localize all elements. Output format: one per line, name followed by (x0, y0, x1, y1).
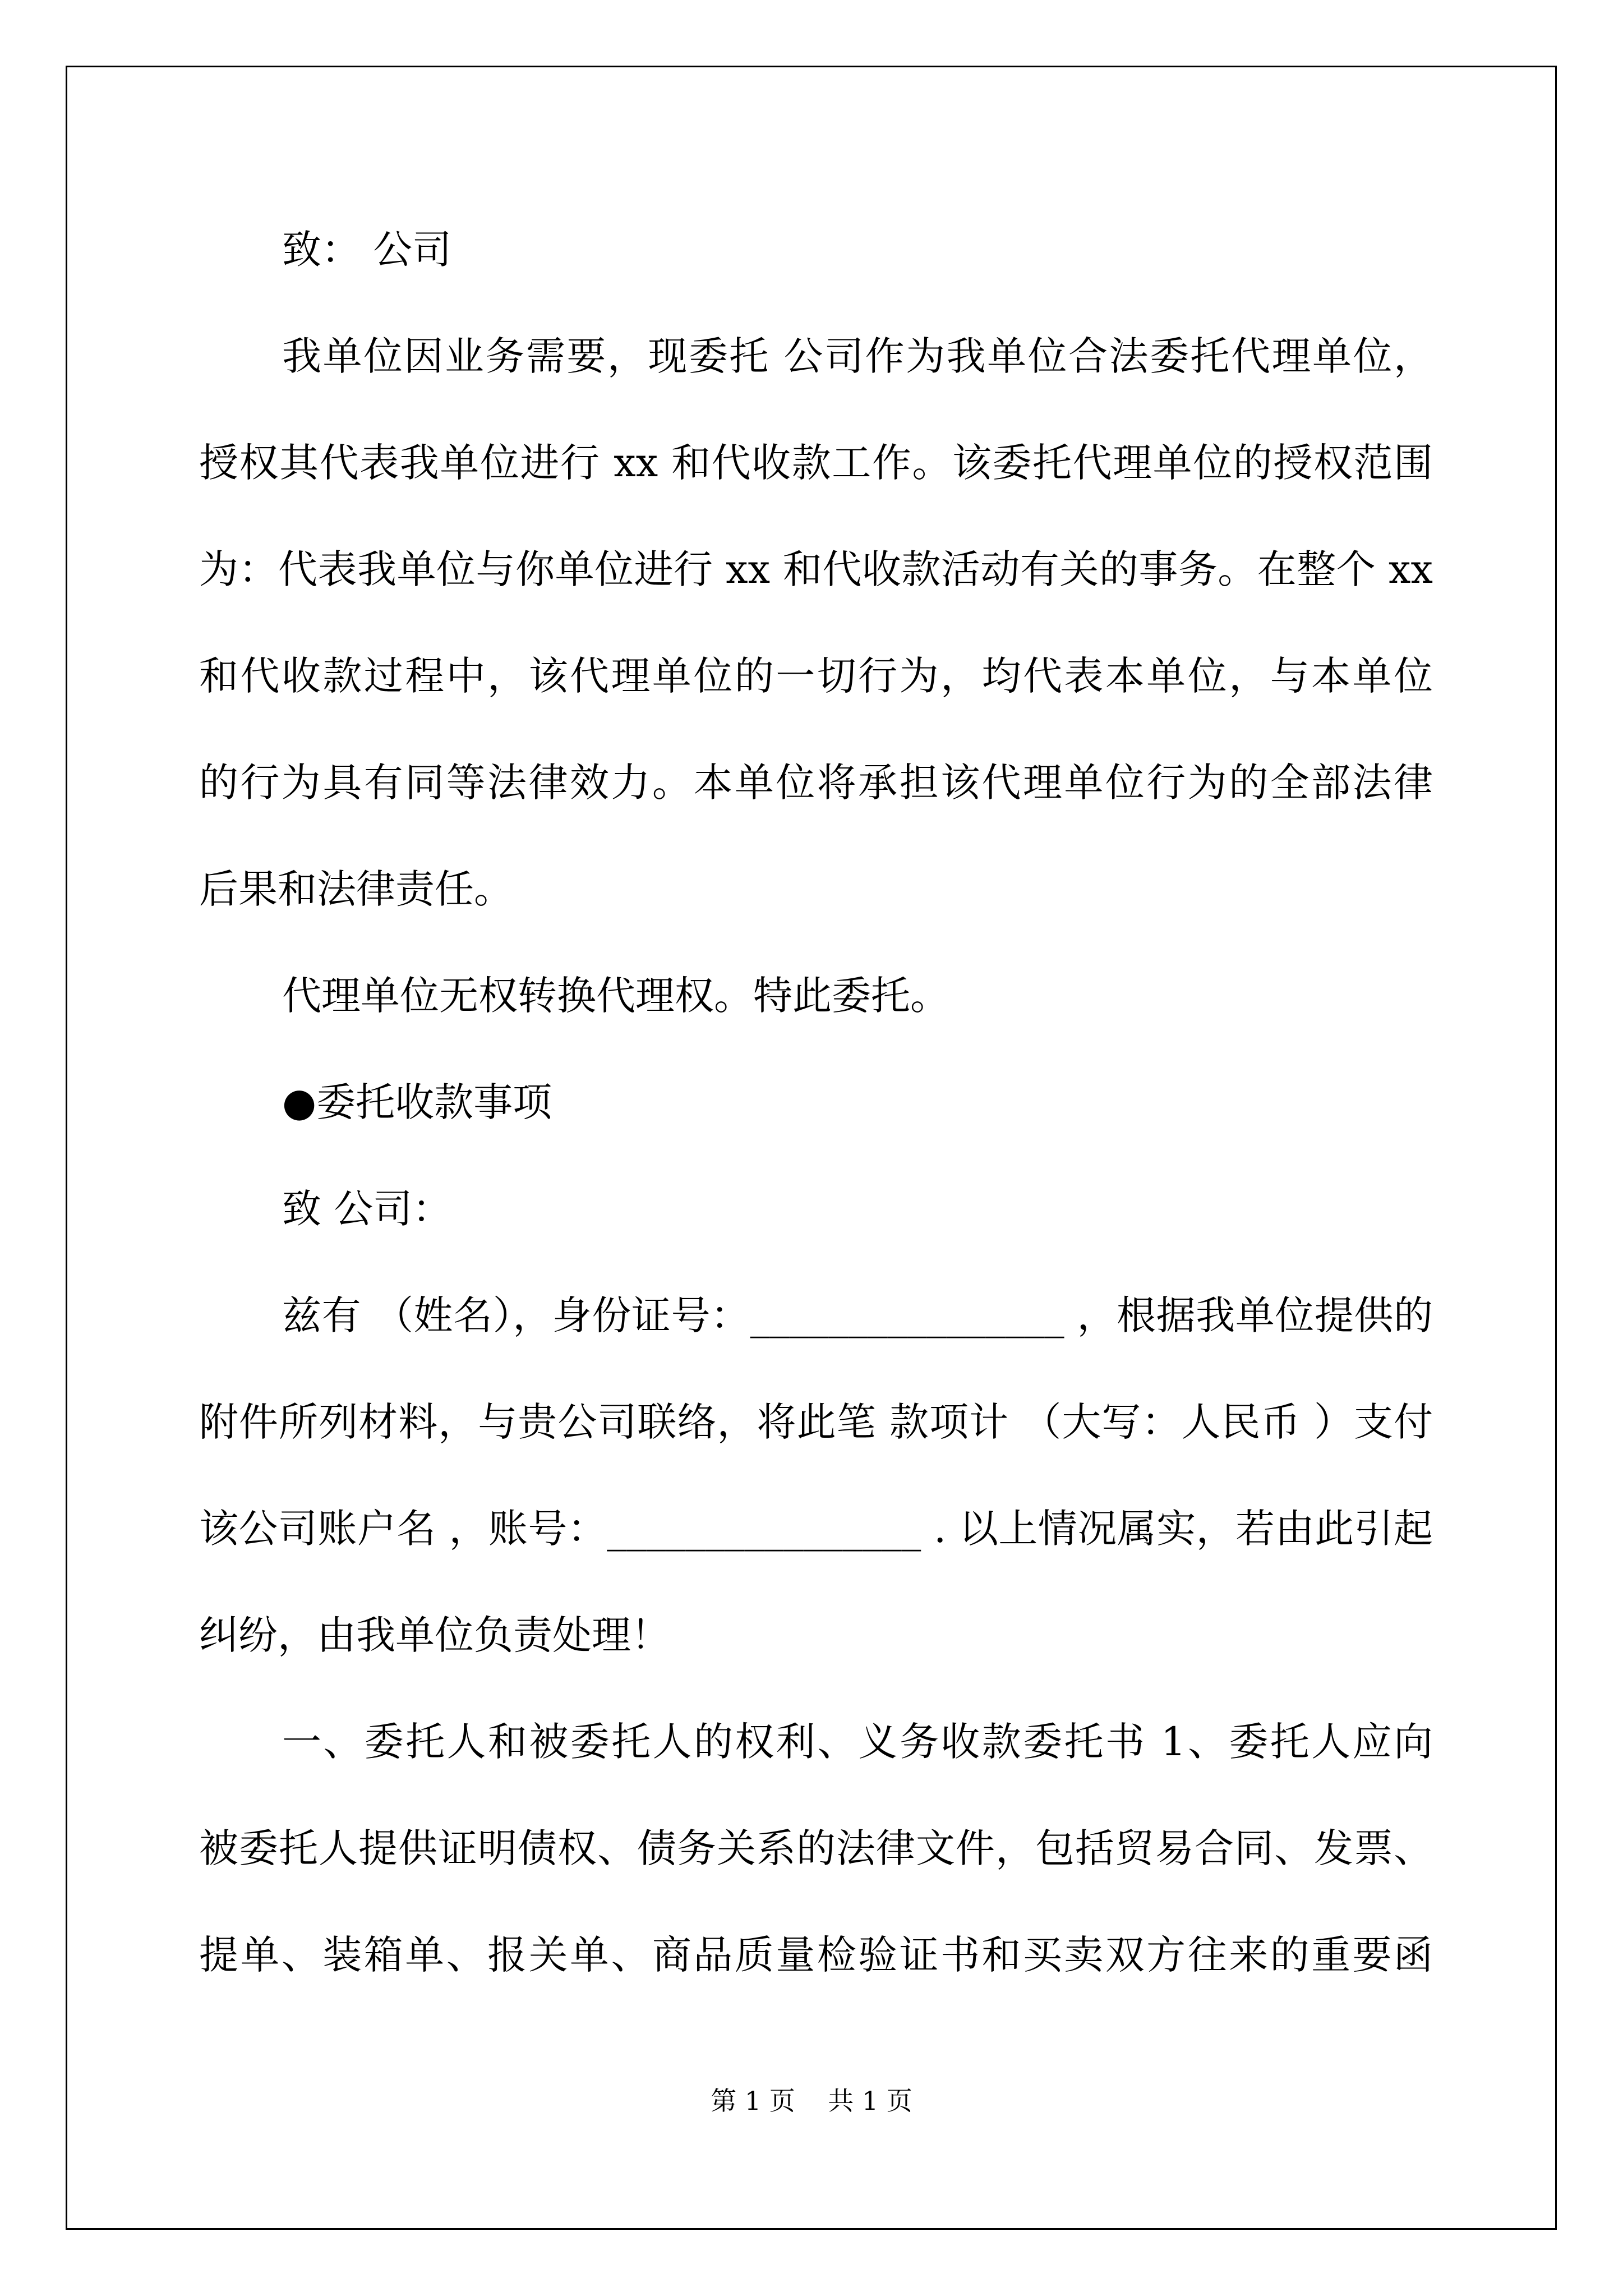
page-border (66, 66, 1557, 2230)
body-line: 的行为具有同等法律效力。本单位将承担该代理单位行为的全部法律 (199, 760, 1433, 806)
body-line: 和代收款过程中，该代理单位的一切行为，均代表本单位，与本单位 (199, 653, 1433, 699)
body-line: 后果和法律责任。 (199, 866, 513, 912)
body-line: 兹有 （姓名），身份证号：________________ ，根据我单位提供的 (282, 1292, 1433, 1338)
section-heading: ●委托收款事项 (282, 1079, 552, 1125)
body-line: 一、委托人和被委托人的权利、义务收款委托书 1、委托人应向 (282, 1719, 1433, 1765)
page-number-footer: 第 1 页 共 1 页 (711, 2086, 912, 2116)
body-line: 代理单位无权转换代理权。特此委托。 (282, 973, 949, 1019)
body-line: 纠纷，由我单位负责处理！ (199, 1612, 670, 1658)
body-line: 为：代表我单位与你单位进行 xx 和代收款活动有关的事务。在整个 xx (199, 546, 1433, 592)
body-line: 授权其代表我单位进行 xx 和代收款工作。该委托代理单位的授权范围 (199, 440, 1433, 486)
body-line: 我单位因业务需要，现委托 公司作为我单位合法委托代理单位， (282, 333, 1433, 379)
body-line: 附件所列材料，与贵公司联络，将此笔 款项计 （大写：人民币 ）支付 (199, 1399, 1433, 1445)
body-line: 该公司账户名 ，账号：________________ . 以上情况属实，若由此引起 (199, 1506, 1433, 1552)
body-line: 被委托人提供证明债权、债务关系的法律文件，包括贸易合同、发票、 (199, 1825, 1433, 1871)
addressee-line: 致： 公司 (282, 227, 452, 273)
addressee-line: 致 公司： (282, 1186, 452, 1232)
body-line: 提单、装箱单、报关单、商品质量检验证书和买卖双方往来的重要函 (199, 1932, 1433, 1978)
